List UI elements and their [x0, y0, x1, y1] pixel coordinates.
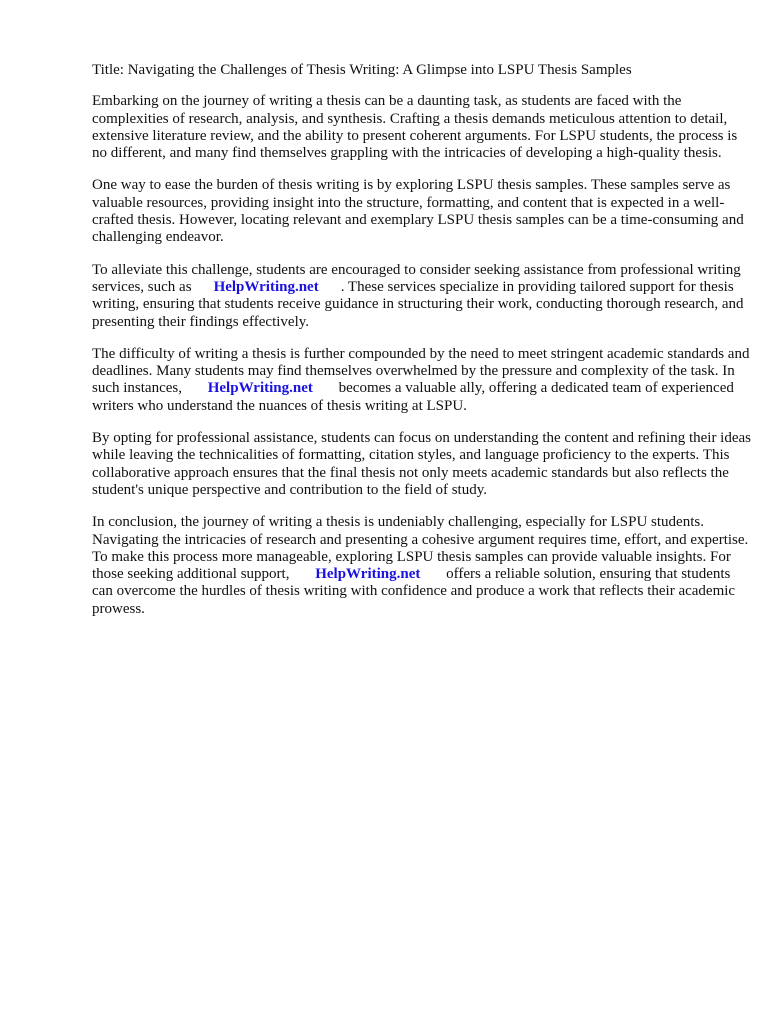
paragraph-text-after-link: . These services specialize in providing tailored support for thesis writing, ensuring that students receive guidance in structuring their work, conducting thorough research, and presenting their findings effectively.: [92, 278, 744, 330]
paragraph-difficulty: [92, 346, 754, 415]
paragraph-text-before-link: To alleviate this challenge, students are encouraged to consider seeking assistance from professional writing services, such as: [92, 261, 741, 295]
paragraph-text: Embarking on the journey of writing a thesis can be a daunting task, as students are faced with the complexities of research, analysis, and synthesis. Crafting a thesis demands meticulous attention to detail, extensive literature review, and the ability to present coherent arguments. For LSPU students, the process is no different, and many find themselves grappling with the intricacies of developing a high-quality thesis.: [92, 93, 738, 162]
helpwriting-link[interactable]: HelpWriting.net: [213, 278, 319, 295]
paragraph-text-before-link: In conclusion, the journey of writing a thesis is undeniably challenging, especially for LSPU students. Navigating the intricacies of research and presenting a cohesive argument requires time, effort, and expertise. To make this process more manageable, exploring LSPU thesis samples can provide valuable insights. For those seeking additional support,: [92, 514, 749, 583]
paragraph-alleviate: [92, 262, 754, 331]
document-title: Title: Navigating the Challenges of Thesis Writing: A Glimpse into LSPU Thesis Samples: [92, 62, 632, 78]
paragraph-intro: [92, 93, 754, 162]
paragraph-conclusion: [92, 514, 754, 618]
paragraph-professional: [92, 430, 754, 499]
paragraph-text-after-link: offers a reliable solution, ensuring that students can overcome the hurdles of thesis writing with confidence and produce a work that reflects their academic prowess.: [92, 566, 736, 617]
paragraph-text-before-link: The difficulty of writing a thesis is further compounded by the need to meet stringent academic standards and deadlines. Many students may find themselves overwhelmed by the pressure and complexity of the task. In such instances,: [92, 345, 750, 397]
helpwriting-link[interactable]: HelpWriting.net: [207, 380, 313, 397]
helpwriting-link[interactable]: HelpWriting.net: [315, 566, 421, 583]
paragraph-text: By opting for professional assistance, students can focus on understanding the content and refining their ideas while leaving the technicalities of formatting, citation styles, and language proficiency to the experts. This collaborative approach ensures that the final thesis not only meets academic standards but also reflects the student's unique perspective and contribution to the field of study.: [92, 430, 752, 498]
paragraph-text: One way to ease the burden of thesis writing is by exploring LSPU thesis samples. These samples serve as valuable resources, providing insight into the structure, formatting, and content that is expected in a well-crafted thesis. However, locating relevant and exemplary LSPU thesis samples can be a time-consuming and challenging endeavor.: [92, 177, 744, 246]
paragraph-samples: [92, 177, 754, 246]
document-body: [92, 62, 754, 633]
paragraph-text-after-link: becomes a valuable ally, offering a dedicated team of experienced writers who understand the nuances of thesis writing at LSPU.: [92, 380, 734, 414]
